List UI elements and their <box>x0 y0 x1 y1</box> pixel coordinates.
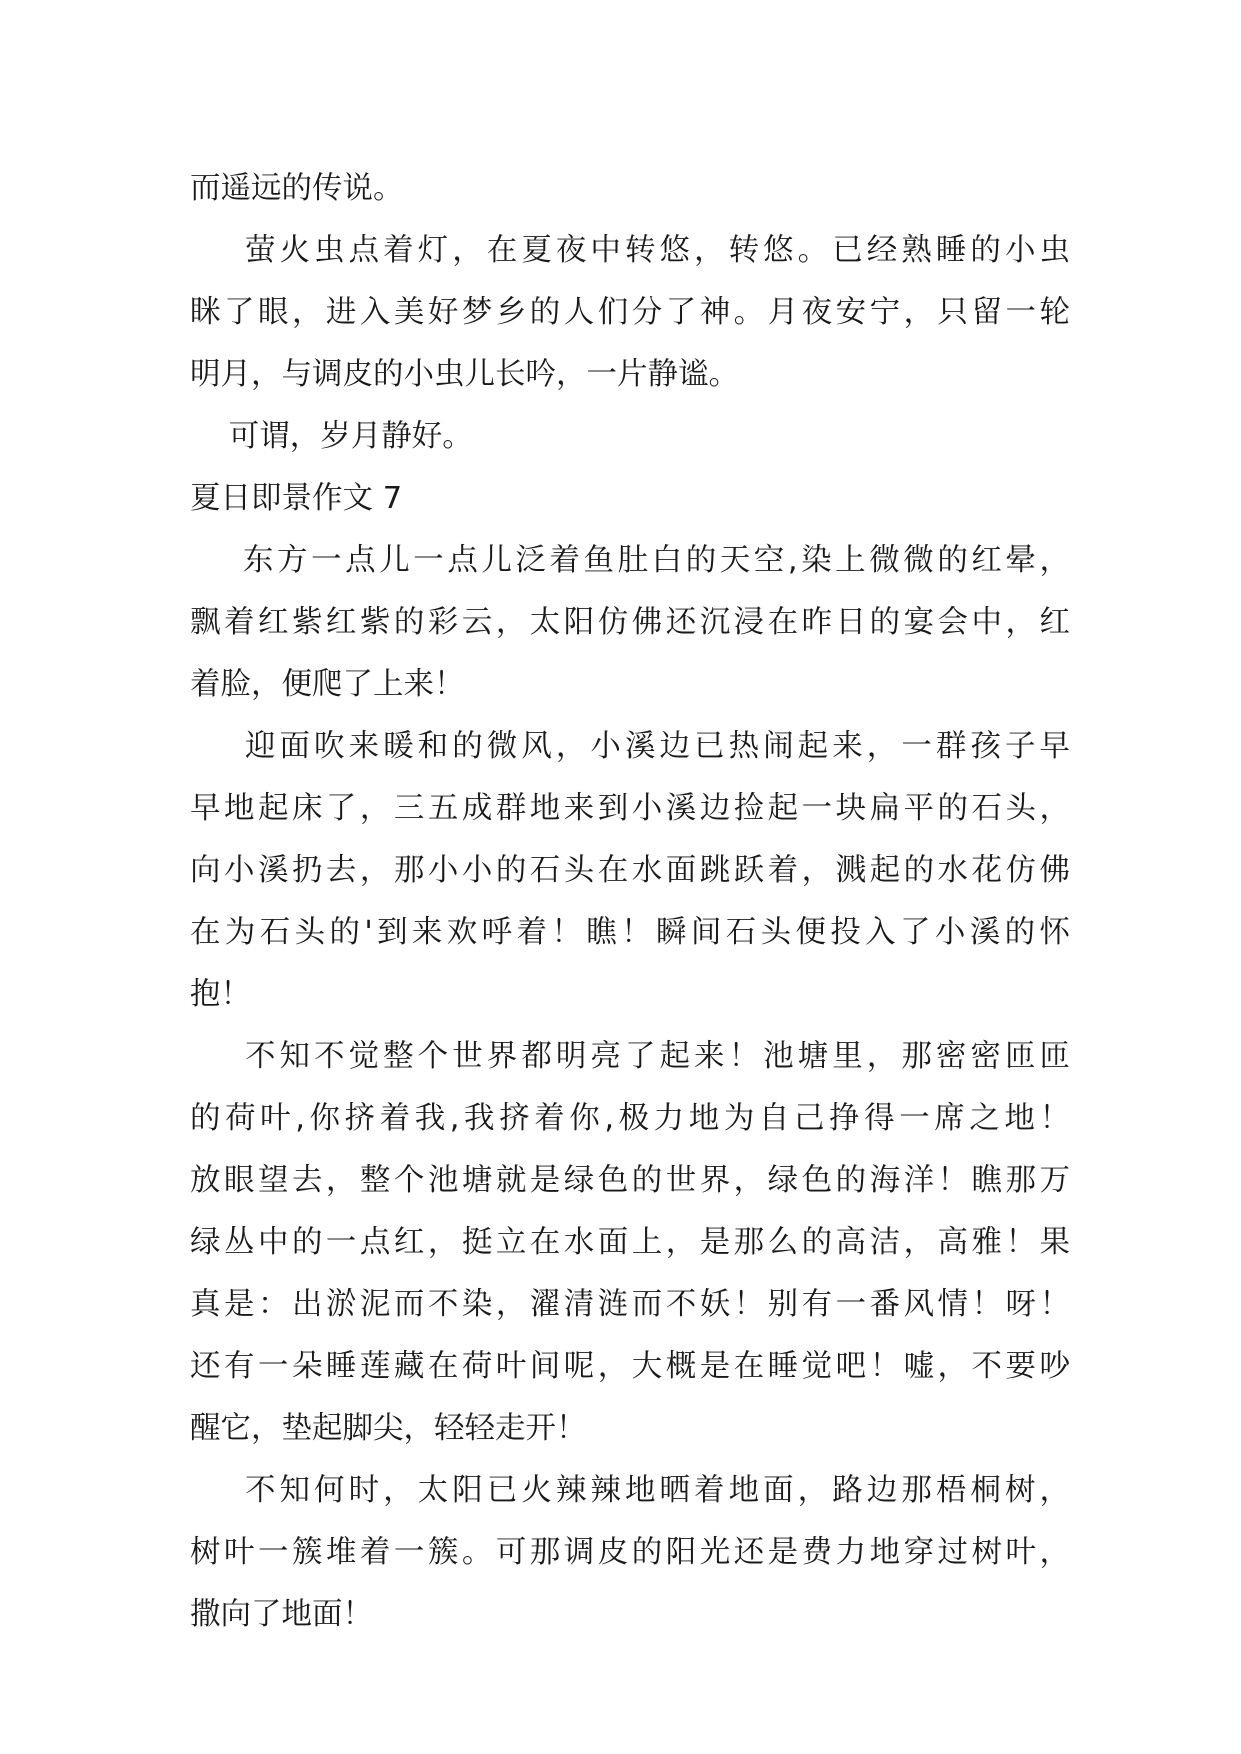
text-line: 在为石头的'到来欢呼着！瞧！瞬间石头便投入了小溪的怀 <box>190 915 1070 950</box>
text-line: 早地起床了，三五成群地来到小溪边捡起一块扁平的石头， <box>190 791 1070 826</box>
text-line: 着脸，便爬了上来！ <box>190 667 465 702</box>
text-line: 真是：出淤泥而不染，濯清涟而不妖！别有一番风情！呀！ <box>190 1287 1070 1322</box>
text-line: 绿丛中的一点红，挺立在水面上，是那么的高洁，高雅！果 <box>190 1225 1070 1260</box>
text-line: 树叶一簇堆着一簇。可那调皮的阳光还是费力地穿过树叶， <box>190 1535 1070 1570</box>
text-line: 醒它，垫起脚尖，轻轻走开！ <box>190 1411 587 1446</box>
text-line: 还有一朵睡莲藏在荷叶间呢，大概是在睡觉吧！嘘，不要吵 <box>190 1349 1070 1384</box>
text-line: 撒向了地面！ <box>190 1597 373 1632</box>
text-line: 放眼望去，整个池塘就是绿色的世界，绿色的海洋！瞧那万 <box>190 1163 1070 1198</box>
text-line: 的荷叶,你挤着我,我挤着你,极力地为自己挣得一席之地！ <box>190 1101 1070 1136</box>
text-line: 可谓，岁月静好。 <box>190 419 473 454</box>
text-line: 萤火虫点着灯，在夏夜中转悠，转悠。已经熟睡的小虫 <box>190 233 1070 268</box>
text-line: 抱！ <box>190 977 251 1012</box>
text-line: 而遥远的传说。 <box>190 171 404 206</box>
text-line: 不知不觉整个世界都明亮了起来！池塘里，那密密匝匝 <box>190 1039 1070 1074</box>
section-heading: 夏日即景作文 7 <box>190 481 403 516</box>
document-body <box>190 158 1070 1646</box>
text-line: 迎面吹来暖和的微风，小溪边已热闹起来，一群孩子早 <box>190 729 1070 764</box>
text-line: 眯了眼，进入美好梦乡的人们分了神。月夜安宁，只留一轮 <box>190 295 1070 330</box>
text-line: 明月，与调皮的小虫儿长吟，一片静谧。 <box>190 357 739 392</box>
text-line: 不知何时，太阳已火辣辣地晒着地面，路边那梧桐树， <box>190 1473 1070 1508</box>
text-line: 东方一点儿一点儿泛着鱼肚白的天空,染上微微的红晕， <box>190 543 1070 578</box>
text-line: 飘着红紫红紫的彩云，太阳仿佛还沉浸在昨日的宴会中，红 <box>190 605 1070 640</box>
text-line: 向小溪扔去，那小小的石头在水面跳跃着，溅起的水花仿佛 <box>190 853 1070 888</box>
